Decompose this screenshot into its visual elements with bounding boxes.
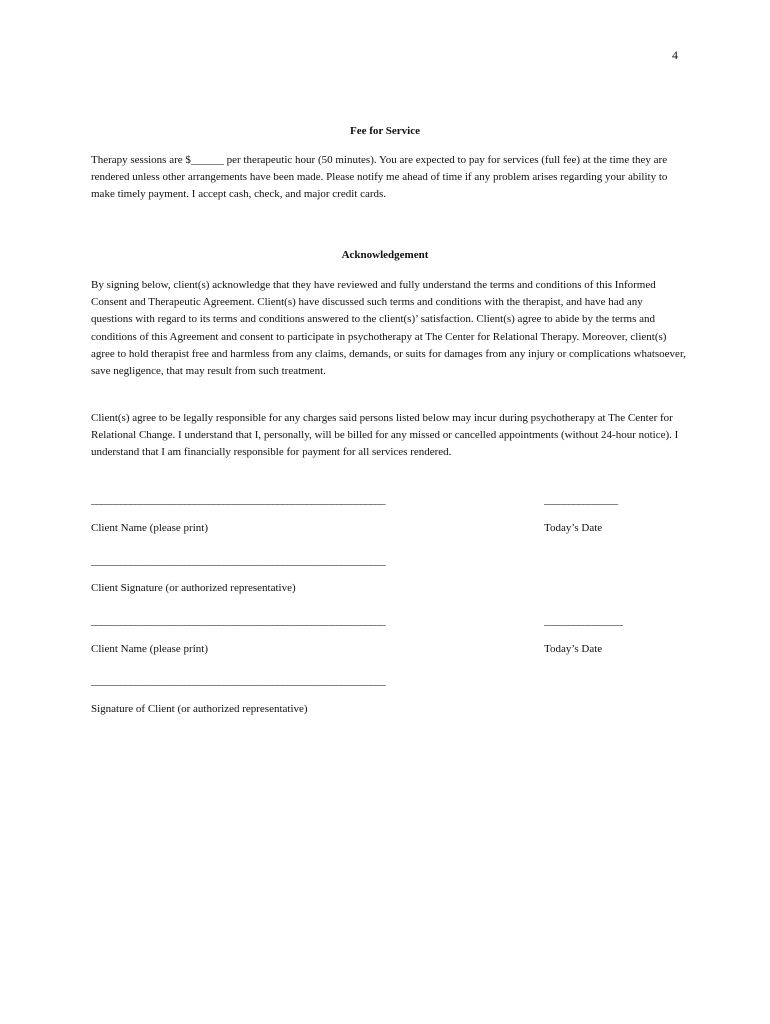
fee-paragraph: Therapy sessions are $______ per therapeutic hour (50 minutes). You are expected to pay for services (full fee) at the time they are rendered unless other arrangements have been made. Please notify me ahead of time if any problem arises regarding your ability to make timely payment. I accept cash, check, and major credit cards.	[91, 154, 668, 201]
todays-date-label-1: Today’s Date	[544, 522, 603, 534]
client-name-label-1: Client Name (please print)	[91, 522, 208, 534]
acknowledgement-heading: Acknowledgement	[341, 249, 429, 261]
signature-of-client-label: Signature of Client (or authorized representative)	[91, 703, 308, 715]
client-name-line-1[interactable]: ____________________________________________________________	[91, 494, 386, 506]
client-name-label-2: Client Name (please print)	[91, 643, 208, 655]
page-number: 4	[672, 48, 678, 62]
client-signature-label: Client Signature (or authorized representative)	[91, 582, 296, 594]
acknowledgement-paragraph-2: Client(s) agree to be legally responsible for any charges said persons listed below may incur during psychotherapy at The Center for Relational Change. I understand that I, personally, will be billed for any missed or cancelled appointments (without 24-hour notice). I understand that I am financially responsible for payment for all services rendered.	[91, 412, 679, 459]
acknowledgement-paragraph-1: By signing below, client(s) acknowledge that they have reviewed and fully understand the terms and conditions of this Informed Consent and Therapeutic Agreement. Client(s) have discussed such terms and conditions with the therapist, and have had any questions with regard to its terms and conditions answered to the client(s)’ satisfaction. Client(s) agree to abide by the terms and conditions of this Agreement and consent to participate in psychotherapy at The Center for Relational Therapy. Moreover, client(s) agree to hold therapist free and harmless from any claims, demands, or suits for damages from any injury or complications whatsoever, save negligence, that may result from such treatment.	[91, 279, 686, 378]
todays-date-label-2: Today’s Date	[544, 643, 603, 655]
date-line-2[interactable]: ________________	[544, 615, 623, 627]
client-name-line-2[interactable]: ____________________________________________________________	[91, 615, 386, 627]
fee-for-service-heading: Fee for Service	[349, 125, 421, 137]
signature-of-client-line[interactable]: ____________________________________________________________	[91, 675, 386, 687]
date-line-1[interactable]: _______________	[544, 494, 618, 506]
client-signature-line[interactable]: ____________________________________________________________	[91, 555, 386, 567]
